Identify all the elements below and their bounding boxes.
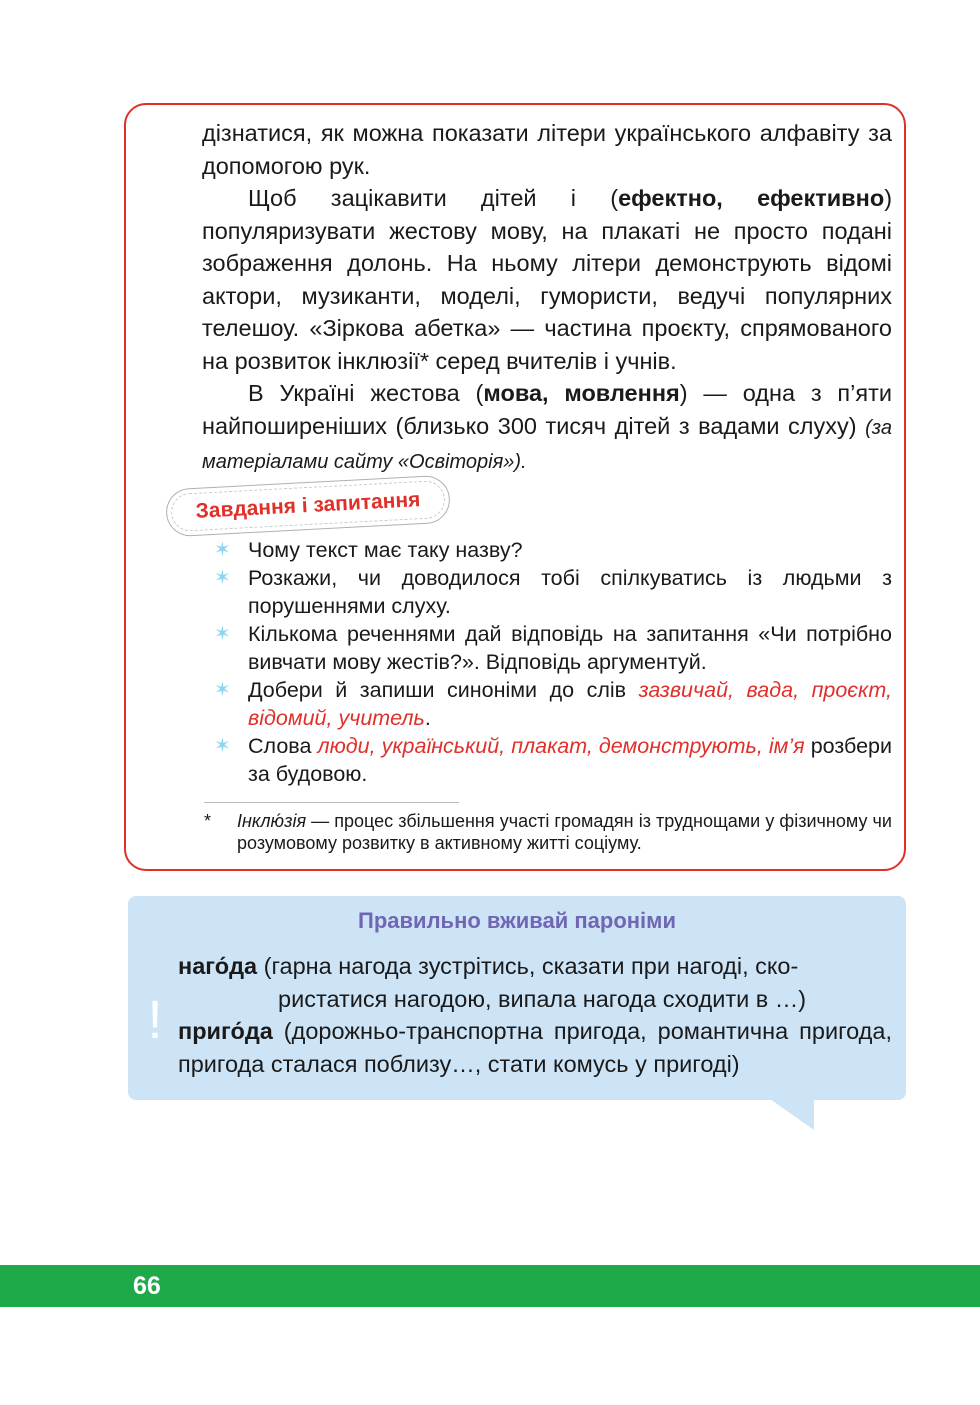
star-bullet-icon: ✶ [214, 735, 231, 757]
paronym-word: наго́да [178, 953, 258, 979]
footnote-term: Інклю́зія [237, 811, 307, 831]
choice-bold: мова, мовлення [483, 380, 680, 406]
list-item: ✶ Слова люди, український, плакат, демонструють, ім’я розбери за будовою. [214, 734, 892, 786]
paragraph-2: Щоб зацікавити дітей і (ефектно, ефективно) популяризувати жестову мову, на плакаті не просто подані зображення долонь. На ньому літери демонструють відомі актори, музиканти, моделі, гумористи, ведучі популярних телешоу. «Зіркова абетка» — частина проєкту, спрямованого на розвиток інклюзії* серед вчителів і учнів. [202, 185, 893, 374]
footnote-mark: * [204, 811, 212, 831]
paronyms-title: Правильно вживай пароніми [358, 908, 676, 933]
star-bullet-icon: ✶ [214, 539, 231, 561]
paragraph-3: В Україні жестова (мова, мовлення) — одна з п’яти найпоширеніших (близько 300 тисяч дітей з вадами слуху) (за матеріалами сайту «Освіторія»). [202, 380, 892, 473]
star-bullet-icon: ✶ [214, 567, 231, 589]
source-note: (за матеріалами сайту «Освіторія»). [202, 416, 892, 473]
paronyms-text [178, 950, 892, 1080]
list-item: ✶ Розкажи, чи доводилося тобі спілкуватись із людьми з порушеннями слуху. [214, 566, 892, 618]
star-bullet-icon: ✶ [214, 623, 231, 645]
highlighted-words: люди, український, плакат, демонструють, ім’я [317, 734, 805, 758]
paragraph-1: дізнатися, як можна показати літери українського алфавіту за допомогою рук. [202, 120, 892, 179]
paronym-word: приго́да [178, 1018, 273, 1044]
paronym-entry: наго́да (гарна нагода зустрітись, сказати при нагоді, ско- [178, 953, 799, 979]
star-bullet-icon: ✶ [214, 679, 231, 701]
list-item: ✶ Чому текст має таку назву? [214, 538, 523, 562]
paronym-entry-continued: ристатися нагодою, випала нагода сходити в …) [278, 985, 807, 1012]
exclamation-icon: ! [147, 990, 163, 1050]
page-number: 66 [133, 1272, 161, 1300]
list-item: ✶ Кількома реченнями дай відповідь на запитання «Чи потрібно вивчати мову жестів?». Відповідь аргументуй. [214, 622, 892, 674]
highlighted-words: зазвичай, вада, проєкт, відомий, учитель [248, 678, 892, 730]
list-item: ✶ Добери й запиши синоніми до слів зазвичай, вада, проєкт, відомий, учитель. [214, 678, 892, 730]
paronym-entry: приго́да (дорожньо-транспортна пригода, романтична пригода, пригода сталася поблизу…, стати комусь у пригоді) [178, 1018, 892, 1077]
tasks-badge-label: Завдання і запитання [170, 480, 446, 532]
choice-bold: ефектно, ефективно [618, 185, 885, 211]
footnote-text: — процес збільшення участі громадян із труднощами у фізичному чи розумовому розвитку в активному житті соціуму. [237, 811, 892, 853]
